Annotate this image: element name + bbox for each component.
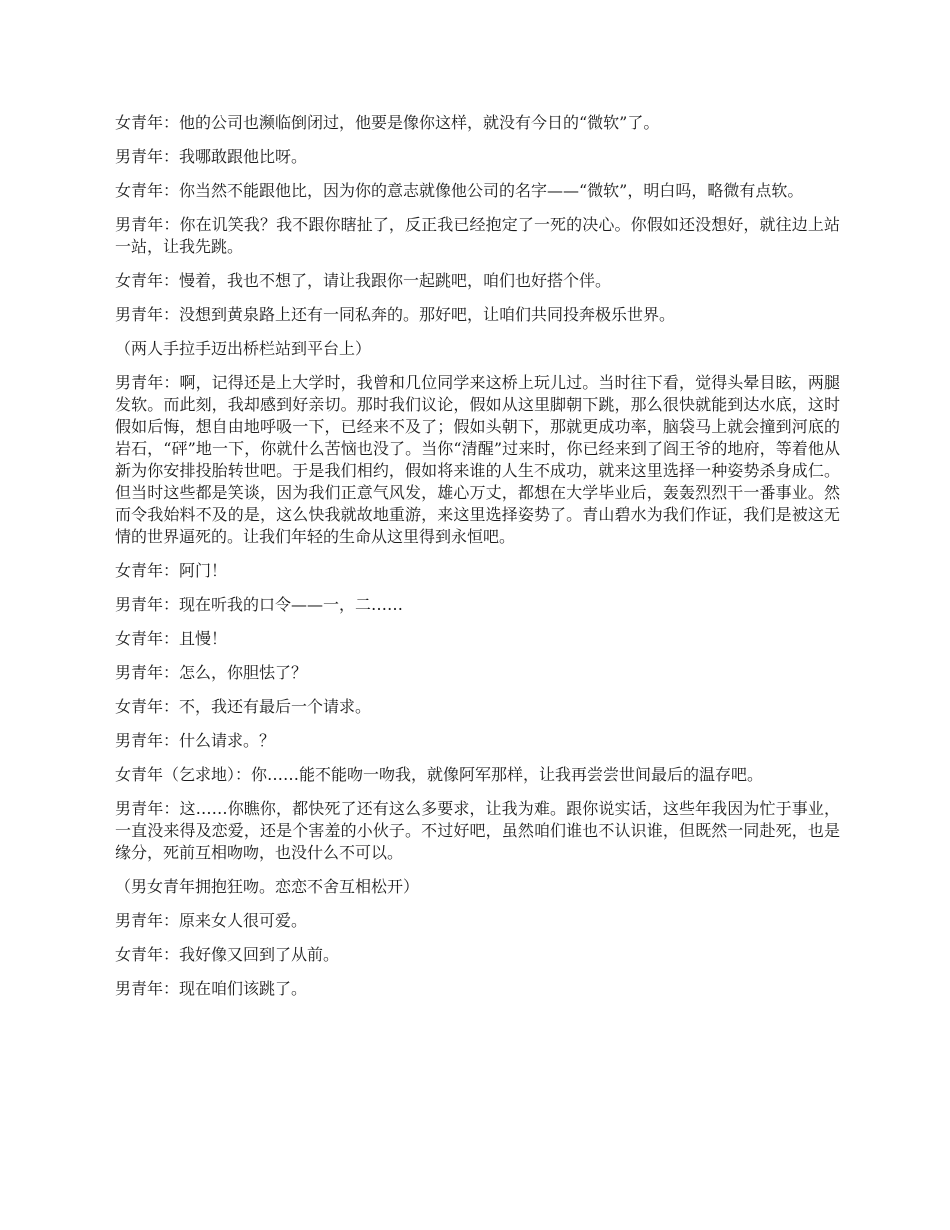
dialogue-paragraph: 女青年（乞求地）：你……能不能吻一吻我，就像阿军那样，让我再尝尝世间最后的温存吧。 [115, 765, 764, 784]
document-page [115, 112, 840, 1012]
dialogue-paragraph: 男青年：没想到黄泉路上还有一同私奔的。那好吧，让咱们共同投奔极乐世界。 [115, 305, 676, 324]
dialogue-paragraph: 女青年：慢着，我也不想了，请让我跟你一起跳吧，咱们也好搭个伴。 [115, 271, 612, 290]
dialogue-paragraph: 女青年：且慢！ [115, 629, 228, 648]
dialogue-paragraph: 女青年：他的公司也濒临倒闭过，他要是像你这样，就没有今日的“微软”了。 [115, 113, 660, 132]
stage-direction: （两人手拉手迈出桥栏站到平台上） [115, 339, 372, 358]
dialogue-paragraph: 男青年：怎么，你胆怯了？ [115, 663, 308, 682]
dialogue-paragraph: 男青年：现在咱们该跳了。 [115, 979, 308, 998]
dialogue-paragraph: 男青年：原来女人很可爱。 [115, 911, 308, 930]
dialogue-paragraph: 女青年：你当然不能跟他比，因为你的意志就像他公司的名字——“微软”，明白吗，略微有点软。 [115, 181, 804, 200]
dialogue-paragraph: 女青年：我好像又回到了从前。 [115, 945, 340, 964]
dialogue-paragraph: 男青年：什么请求。？ [115, 731, 276, 750]
dialogue-paragraph: 男青年：我哪敢跟他比呀。 [115, 147, 308, 166]
stage-direction: （男女青年拥抱狂吻。恋恋不舍互相松开） [115, 877, 420, 896]
dialogue-paragraph: 男青年：现在听我的口令——一，二…… [115, 595, 404, 614]
dialogue-paragraph: 女青年：阿门！ [115, 561, 228, 580]
dialogue-paragraph: 男青年：啊，记得还是上大学时，我曾和几位同学来这桥上玩儿过。当时往下看，觉得头晕目眩，两腿发软。而此刻，我却感到好亲切。那时我们议论，假如从这里脚朝下跳，那么很快就能到达水底，这时假如后悔，想自由地呼吸一下，已经来不及了；假如头朝下，那就更成功率，脑袋马上就会撞到河底的岩石，“砰”地一下，你就什么苦恼也没了。当你“清醒”过来时，你已经来到了阎王爷的地府，等着他从新为你安排投胎转世吧。于是我们相约，假如将来谁的人生不成功，就来这里选择一种姿势杀身成仁。但当时这些都是笑谈，因为我们正意气风发，雄心万丈，都想在大学毕业后，轰轰烈烈干一番事业。然而令我始料不及的是，这么快我就故地重游，来这里选择姿势了。青山碧水为我们作证，我们是被这无情的世界逼死的。让我们年轻的生命从这里得到永恒吧。 [115, 373, 840, 546]
dialogue-paragraph: 男青年：你在讥笑我？我不跟你瞎扯了，反正我已经抱定了一死的决心。你假如还没想好，就往边上站一站，让我先跳。 [115, 215, 840, 256]
dialogue-paragraph: 女青年：不，我还有最后一个请求。 [115, 697, 372, 716]
dialogue-paragraph: 男青年：这……你瞧你，都快死了还有这么多要求，让我为难。跟你说实话，这些年我因为忙于事业，一直没来得及恋爱，还是个害羞的小伙子。不过好吧，虽然咱们谁也不认识谁，但既然一同赴死，也是缘分，死前互相吻吻，也没什么不可以。 [115, 799, 840, 862]
